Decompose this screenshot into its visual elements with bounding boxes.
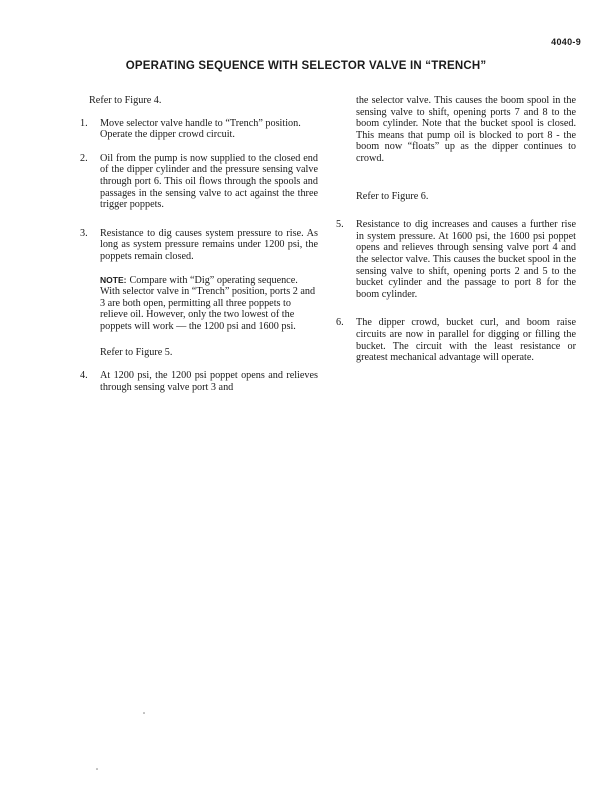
step-4-number: 4. (80, 370, 88, 382)
scan-speck (96, 768, 98, 770)
step-4-continued: the selector valve. This causes the boom spool in the sensing valve to shift, opening ports 7 and 8 to the boom cylinder. Note that the bucket spool is closed. This means that pump oil is blocked to port 8 - the boom now “floats” up as the dipper continues to crowd. (356, 95, 576, 164)
step-6-number: 6. (336, 317, 344, 329)
step-6-text: The dipper crowd, bucket curl, and boom raise circuits are now in parallel for digging or filling the bucket. The circuit with the least resistance or greatest mechanical advantage will operate. (356, 317, 576, 364)
right-column (336, 95, 576, 364)
page-number: 4040-9 (551, 37, 581, 47)
step-4-text: At 1200 psi, the 1200 psi poppet opens and relieves through sensing valve port 3 and (100, 370, 318, 393)
note-label: NOTE: (100, 274, 127, 285)
note-block (80, 275, 318, 333)
step-1-text: Move selector valve handle to “Trench” position. Operate the dipper crowd circuit. (100, 117, 301, 141)
step-2-text: Oil from the pump is now supplied to the closed end of the dipper cylinder and the pressure sensing valve through port 6. This oil flows through the spools and passages in the sensing valve to act against the three trigger poppets. (100, 152, 318, 211)
step-5 (336, 219, 576, 300)
step-5-number: 5. (336, 219, 344, 231)
ref-figure-6: Refer to Figure 6. (356, 190, 429, 202)
step-5-text: Resistance to dig increases and causes a further rise in system pressure. At 1600 psi, the 1600 psi poppet opens and relieves through sensing valve port 4 and the selector valve. This causes the bucket spool in the sensing valve to shift, opening ports 2 and 5 to the bucket cylinder and the passage to port 8 for the boom cylinder. (356, 219, 576, 300)
note-text: Compare with “Dig” operating sequence. With selector valve in “Trench” position, ports 2 and 3 are both open, permitting all three poppets to relieve oil. However, only the two lowest of the poppets will work — the 1200 psi and 1600 psi. (100, 274, 316, 332)
step-1-number: 1. (80, 117, 88, 129)
page-title: OPERATING SEQUENCE WITH SELECTOR VALVE IN “TRENCH” (125, 60, 487, 72)
step-4 (80, 370, 318, 393)
step-2-number: 2. (80, 152, 88, 164)
step-6 (336, 317, 576, 363)
left-column (80, 95, 318, 393)
step-2 (80, 153, 318, 211)
ref-figure-4: Refer to Figure 4. (89, 95, 162, 106)
step-3-number: 3. (80, 227, 88, 239)
step-3-text: Resistance to dig causes system pressure to rise. As long as system pressure remains under 1200 psi, the poppets remain closed. (100, 227, 318, 262)
ref-figure-5: Refer to Figure 5. (100, 346, 173, 358)
scan-speck (143, 712, 145, 714)
step-3 (80, 228, 318, 263)
step-1 (80, 118, 318, 141)
